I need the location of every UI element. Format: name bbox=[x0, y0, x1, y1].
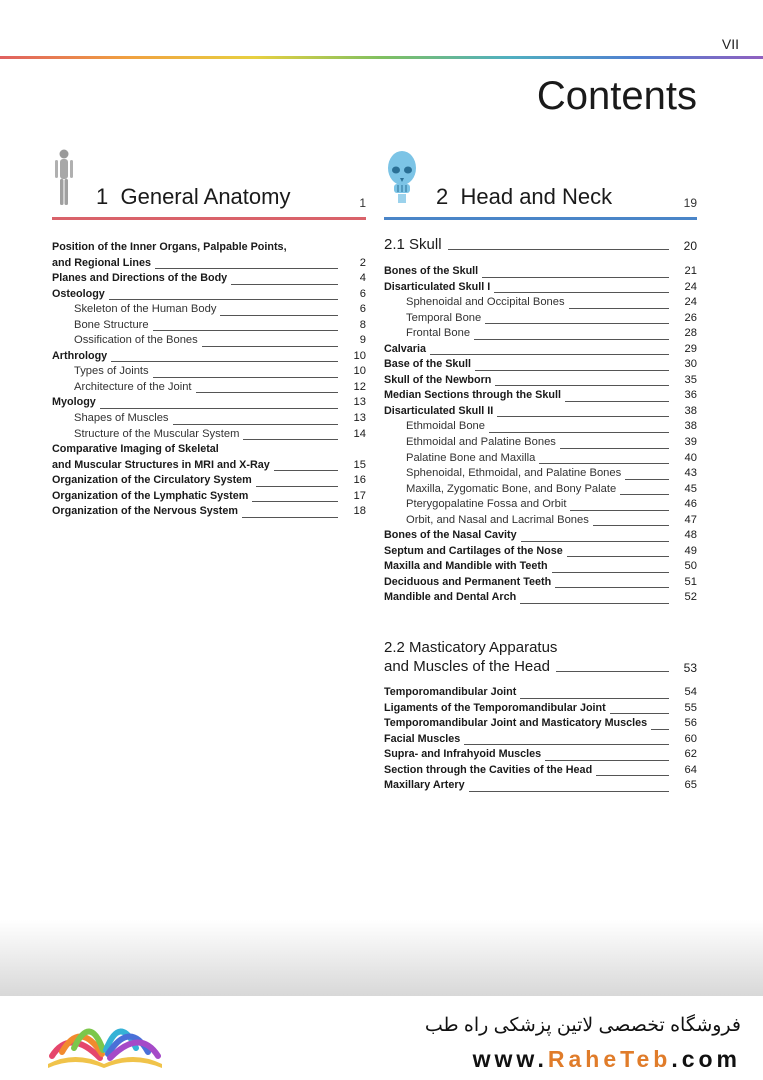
toc-entry-page: 46 bbox=[684, 498, 697, 511]
toc-subentry[interactable] bbox=[384, 451, 697, 467]
toc-entry-page: 13 bbox=[353, 396, 366, 409]
leader-line bbox=[482, 277, 669, 278]
toc-entry-label: Palatine Bone and Maxilla bbox=[406, 451, 536, 464]
toc-entry[interactable] bbox=[384, 404, 697, 420]
toc-subentry[interactable] bbox=[384, 311, 697, 327]
toc-entry-page: 60 bbox=[684, 732, 697, 745]
toc-entry[interactable] bbox=[384, 732, 697, 748]
section-2-2-title-line1: 2.2 Masticatory Apparatus bbox=[384, 639, 558, 656]
toc-entry-page: 26 bbox=[684, 311, 697, 324]
leader-line bbox=[243, 439, 338, 440]
toc-entry-page: 12 bbox=[353, 380, 366, 393]
leader-line bbox=[220, 315, 338, 316]
toc-entry-page: 29 bbox=[684, 342, 697, 355]
toc-entry[interactable] bbox=[52, 473, 366, 489]
leader-line bbox=[153, 377, 338, 378]
page-number: VII bbox=[721, 36, 739, 52]
toc-subentry[interactable] bbox=[384, 497, 697, 513]
toc-entry-page: 43 bbox=[684, 467, 697, 480]
toc-entry-label: Median Sections through the Skull bbox=[384, 389, 561, 402]
section-2-1-toc bbox=[384, 264, 697, 606]
leader-line bbox=[539, 463, 669, 464]
toc-entry-label: Organization of the Nervous System bbox=[52, 505, 238, 518]
leader-line bbox=[489, 432, 669, 433]
chapter-1-rule bbox=[52, 217, 366, 220]
toc-subentry[interactable] bbox=[52, 302, 366, 318]
toc-entry-page: 35 bbox=[684, 373, 697, 386]
toc-entry-label: Ligaments of the Temporomandibular Joint bbox=[384, 701, 606, 714]
toc-heading bbox=[52, 442, 366, 458]
toc-entry-page: 56 bbox=[684, 717, 697, 730]
toc-subentry[interactable] bbox=[52, 380, 366, 396]
section-row bbox=[384, 658, 697, 675]
leader-line bbox=[552, 572, 669, 573]
leader-line bbox=[196, 392, 338, 393]
toc-entry[interactable] bbox=[384, 357, 697, 373]
toc-entry-label: Deciduous and Permanent Teeth bbox=[384, 575, 552, 588]
toc-entry-label: Disarticulated Skull II bbox=[384, 404, 494, 417]
section-2-1-heading[interactable] bbox=[384, 236, 697, 253]
toc-entry-label: Base of the Skull bbox=[384, 358, 471, 371]
toc-entry-label: Ossification of the Bones bbox=[74, 334, 198, 347]
toc-entry[interactable] bbox=[384, 264, 697, 280]
leader-line bbox=[430, 354, 669, 355]
url-prefix: www. bbox=[472, 1046, 548, 1072]
toc-subentry[interactable] bbox=[384, 419, 697, 435]
footer-banner bbox=[0, 996, 763, 1080]
toc-entry[interactable] bbox=[52, 271, 366, 287]
toc-entry-page: 17 bbox=[353, 489, 366, 502]
skull-icon bbox=[386, 148, 418, 204]
leader-line bbox=[474, 339, 669, 340]
toc-entry-page: 64 bbox=[684, 763, 697, 776]
toc-entry-page: 15 bbox=[353, 458, 366, 471]
toc-subentry[interactable] bbox=[52, 333, 366, 349]
toc-entry[interactable] bbox=[384, 342, 697, 358]
toc-entry-page: 50 bbox=[684, 560, 697, 573]
page-title: Contents bbox=[536, 74, 697, 118]
toc-entry-label: Skull of the Newborn bbox=[384, 373, 492, 386]
leader-line bbox=[520, 698, 669, 699]
section-2-2-page: 53 bbox=[683, 661, 697, 675]
toc-entry[interactable] bbox=[384, 763, 697, 779]
toc-entry-page: 2 bbox=[359, 256, 366, 269]
toc-entry-label: Orbit, and Nasal and Lacrimal Bones bbox=[406, 513, 589, 526]
chapter-1-page: 1 bbox=[359, 196, 366, 210]
toc-entry[interactable] bbox=[384, 528, 697, 544]
toc-entry-label: Skeleton of the Human Body bbox=[74, 303, 217, 316]
toc-entry-label: Section through the Cavities of the Head bbox=[384, 763, 593, 776]
section-2-1-page: 20 bbox=[683, 239, 697, 253]
toc-entry-label: Architecture of the Joint bbox=[74, 380, 192, 393]
url-suffix: .com bbox=[671, 1046, 741, 1072]
leader-line bbox=[464, 744, 669, 745]
leader-line bbox=[155, 268, 338, 269]
toc-subentry[interactable] bbox=[52, 318, 366, 334]
toc-entry-page: 10 bbox=[353, 365, 366, 378]
chapter-1-title-text: General Anatomy bbox=[120, 184, 291, 209]
leader-line bbox=[651, 729, 669, 730]
toc-entry-label: Myology bbox=[52, 396, 96, 409]
toc-entry-page: 6 bbox=[359, 287, 366, 300]
footer-shade bbox=[0, 920, 763, 996]
toc-entry[interactable] bbox=[52, 489, 366, 505]
toc-heading-label: Comparative Imaging of Skeletal bbox=[52, 443, 219, 456]
leader-line bbox=[494, 292, 669, 293]
toc-entry-label: Bones of the Nasal Cavity bbox=[384, 529, 517, 542]
section-2-2-toc bbox=[384, 685, 697, 794]
chapter-1-title bbox=[96, 184, 290, 210]
leader-line bbox=[173, 424, 338, 425]
toc-subentry[interactable] bbox=[384, 466, 697, 482]
website-url[interactable] bbox=[473, 1046, 741, 1073]
open-book-logo-icon bbox=[40, 1006, 170, 1070]
toc-entry[interactable] bbox=[384, 388, 697, 404]
toc-subentry[interactable] bbox=[384, 295, 697, 311]
leader-line bbox=[520, 603, 669, 604]
toc-entry[interactable] bbox=[384, 778, 697, 794]
toc-entry-page: 28 bbox=[684, 327, 697, 340]
section-row bbox=[384, 236, 697, 253]
toc-entry-label: Temporomandibular Joint bbox=[384, 686, 517, 698]
toc-entry-label: Temporomandibular Joint and Masticatory Muscles bbox=[384, 717, 648, 730]
leader-line bbox=[556, 671, 669, 672]
leader-line bbox=[565, 401, 669, 402]
toc-entry-label: Bones of the Skull bbox=[384, 265, 479, 277]
toc-entry-page: 14 bbox=[353, 427, 366, 440]
leader-line bbox=[596, 775, 669, 776]
toc-entry-label: Osteology bbox=[52, 287, 105, 300]
toc-entry[interactable] bbox=[384, 575, 697, 591]
toc-entry-page: 9 bbox=[359, 334, 366, 347]
toc-entry-page: 18 bbox=[353, 505, 366, 518]
leader-line bbox=[242, 517, 338, 518]
leader-line bbox=[109, 299, 338, 300]
toc-entry-page: 40 bbox=[684, 451, 697, 464]
toc-entry-page: 65 bbox=[684, 779, 697, 792]
toc-entry-label: Arthrology bbox=[52, 349, 108, 362]
toc-heading-label: Position of the Inner Organs, Palpable Points, bbox=[52, 241, 287, 253]
toc-entry-label: Sphenoidal, Ethmoidal, and Palatine Bones bbox=[406, 467, 622, 480]
toc-entry[interactable] bbox=[52, 504, 366, 520]
leader-line bbox=[202, 346, 338, 347]
leader-line bbox=[231, 284, 338, 285]
section-2-1-title: 2.1 Skull bbox=[384, 236, 442, 253]
leader-line bbox=[475, 370, 669, 371]
toc-entry[interactable] bbox=[384, 544, 697, 560]
toc-entry-label: Structure of the Muscular System bbox=[74, 427, 240, 440]
toc-entry[interactable] bbox=[52, 287, 366, 303]
toc-entry[interactable] bbox=[52, 395, 366, 411]
toc-entry-label: Mandible and Dental Arch bbox=[384, 591, 517, 604]
toc-entry-label: Organization of the Circulatory System bbox=[52, 474, 252, 487]
chapter-2-header bbox=[384, 148, 697, 220]
toc-entry-page: 24 bbox=[684, 296, 697, 309]
leader-line bbox=[521, 541, 669, 542]
toc-entry[interactable] bbox=[384, 280, 697, 296]
toc-entry-page: 51 bbox=[684, 575, 697, 588]
chapter-1-number: 1 bbox=[96, 184, 109, 209]
rainbow-divider bbox=[0, 56, 763, 59]
toc-entry-page: 36 bbox=[684, 389, 697, 402]
toc-entry-page: 62 bbox=[684, 748, 697, 761]
leader-line bbox=[610, 713, 669, 714]
toc-entry-page: 16 bbox=[353, 474, 366, 487]
toc-heading bbox=[52, 240, 366, 256]
toc-entry[interactable] bbox=[52, 256, 366, 272]
toc-entry-label: Maxilla, Zygomatic Bone, and Bony Palate bbox=[406, 482, 617, 495]
section-2-2-heading[interactable] bbox=[384, 638, 697, 675]
leader-line bbox=[274, 470, 338, 471]
toc-entry-page: 38 bbox=[684, 404, 697, 417]
toc-entry-page: 6 bbox=[359, 303, 366, 316]
toc-entry[interactable] bbox=[384, 701, 697, 717]
toc-subentry[interactable] bbox=[384, 435, 697, 451]
toc-entry-label: Pterygopalatine Fossa and Orbit bbox=[406, 498, 567, 511]
toc-entry-label: Disarticulated Skull I bbox=[384, 280, 491, 293]
toc-entry-page: 47 bbox=[684, 513, 697, 526]
leader-line bbox=[560, 448, 669, 449]
toc-entry-page: 30 bbox=[684, 358, 697, 371]
chapter-2-number: 2 bbox=[436, 184, 449, 209]
toc-entry-label: Organization of the Lymphatic System bbox=[52, 489, 249, 502]
toc-entry[interactable] bbox=[52, 458, 366, 474]
toc-entry-label: Frontal Bone bbox=[406, 327, 471, 340]
chapter-2-title bbox=[436, 184, 612, 210]
chapter-2-page: 19 bbox=[683, 196, 697, 210]
leader-line bbox=[448, 249, 669, 250]
leader-line bbox=[497, 416, 669, 417]
leader-line bbox=[252, 501, 338, 502]
toc-entry-label: Supra- and Infrahyoid Muscles bbox=[384, 748, 542, 761]
chapter-1-toc bbox=[52, 240, 366, 520]
toc-entry[interactable] bbox=[52, 349, 366, 365]
toc-entry-label: Ethmoidal Bone bbox=[406, 420, 485, 433]
toc-entry-page: 10 bbox=[353, 349, 366, 362]
leader-line bbox=[593, 525, 669, 526]
toc-entry-page: 21 bbox=[684, 265, 697, 277]
toc-subentry[interactable] bbox=[52, 411, 366, 427]
toc-entry-label: and Regional Lines bbox=[52, 256, 151, 269]
toc-entry-label: Types of Joints bbox=[74, 365, 149, 378]
toc-entry-label: Bone Structure bbox=[74, 318, 149, 331]
leader-line bbox=[495, 385, 669, 386]
toc-entry-page: 38 bbox=[684, 420, 697, 433]
shop-name: فروشگاه تخصصی لاتین پزشکی راه طب bbox=[424, 1015, 741, 1036]
toc-entry-page: 4 bbox=[359, 272, 366, 285]
leader-line bbox=[555, 587, 669, 588]
toc-entry-page: 48 bbox=[684, 529, 697, 542]
leader-line bbox=[111, 361, 338, 362]
toc-entry-page: 13 bbox=[353, 412, 366, 425]
leader-line bbox=[485, 323, 669, 324]
toc-entry-page: 8 bbox=[359, 318, 366, 331]
toc-entry-label: Planes and Directions of the Body bbox=[52, 272, 228, 285]
toc-subentry[interactable] bbox=[384, 482, 697, 498]
toc-entry-page: 55 bbox=[684, 701, 697, 714]
toc-entry-page: 24 bbox=[684, 280, 697, 293]
toc-entry[interactable] bbox=[384, 373, 697, 389]
toc-entry-label: Septum and Cartilages of the Nose bbox=[384, 544, 563, 557]
toc-entry-label: Sphenoidal and Occipital Bones bbox=[406, 296, 565, 309]
leader-line bbox=[545, 760, 669, 761]
toc-subentry[interactable] bbox=[384, 326, 697, 342]
toc-entry-page: 39 bbox=[684, 436, 697, 449]
toc-entry-label: Calvaria bbox=[384, 342, 427, 355]
leader-line bbox=[625, 479, 669, 480]
toc-entry-label: Maxilla and Mandible with Teeth bbox=[384, 560, 548, 573]
toc-subentry[interactable] bbox=[52, 427, 366, 443]
toc-entry-label: Shapes of Muscles bbox=[74, 412, 169, 425]
toc-subentry[interactable] bbox=[384, 513, 697, 529]
leader-line bbox=[256, 486, 338, 487]
toc-entry[interactable] bbox=[384, 559, 697, 575]
toc-entry-label: Maxillary Artery bbox=[384, 779, 465, 792]
toc-entry[interactable] bbox=[384, 716, 697, 732]
toc-entry-page: 54 bbox=[684, 686, 697, 698]
leader-line bbox=[469, 791, 669, 792]
toc-entry-label: Ethmoidal and Palatine Bones bbox=[406, 436, 556, 449]
chapter-2-rule bbox=[384, 217, 697, 220]
toc-entry-page: 49 bbox=[684, 544, 697, 557]
leader-line bbox=[567, 556, 669, 557]
toc-entry[interactable] bbox=[384, 747, 697, 763]
toc-entry-label: and Muscular Structures in MRI and X-Ray bbox=[52, 458, 270, 471]
toc-entry-label: Temporal Bone bbox=[406, 311, 482, 324]
toc-entry-label: Facial Muscles bbox=[384, 732, 461, 745]
toc-entry[interactable] bbox=[384, 685, 697, 701]
leader-line bbox=[620, 494, 669, 495]
leader-line bbox=[569, 308, 669, 309]
chapter-1-header bbox=[52, 148, 366, 220]
toc-entry-page: 45 bbox=[684, 482, 697, 495]
toc-entry[interactable] bbox=[384, 590, 697, 606]
url-accent: RaheTeb bbox=[547, 1046, 672, 1072]
chapter-2-title-text: Head and Neck bbox=[460, 184, 613, 209]
toc-subentry[interactable] bbox=[52, 364, 366, 380]
toc-entry-page: 52 bbox=[684, 591, 697, 604]
section-2-2-title-line2: and Muscles of the Head bbox=[384, 658, 550, 675]
leader-line bbox=[570, 510, 669, 511]
leader-line bbox=[153, 330, 338, 331]
leader-line bbox=[100, 408, 338, 409]
skeleton-icon bbox=[52, 148, 76, 208]
